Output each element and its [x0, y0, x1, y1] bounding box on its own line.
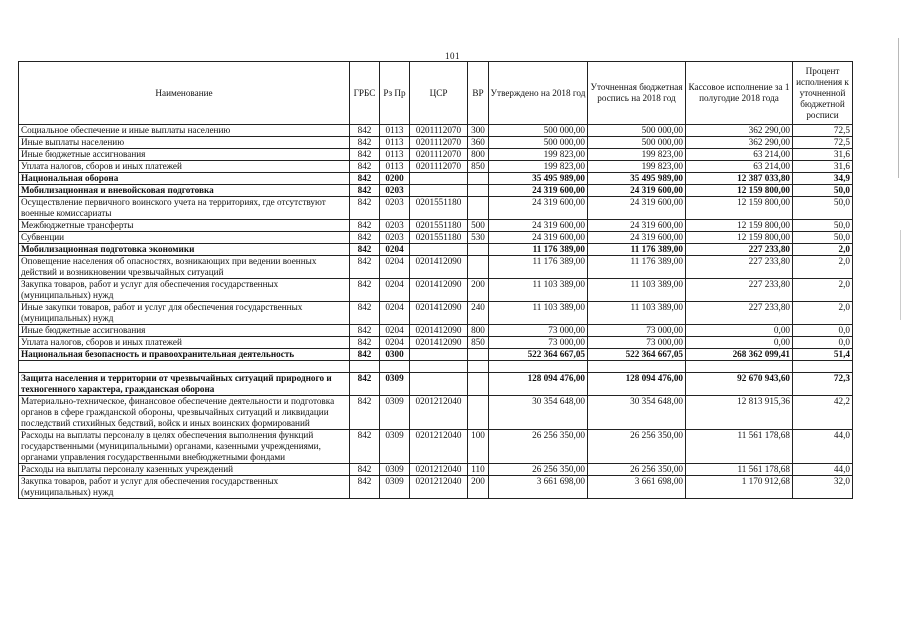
table-row: [19, 125, 853, 137]
cell-name: Субвенции: [19, 232, 350, 244]
table-row: [19, 220, 853, 232]
cell-cash: 227 233,80: [686, 256, 793, 279]
table-row: [19, 361, 853, 373]
cell-rzpr: 0113: [380, 161, 410, 173]
cell-csr: [410, 373, 468, 396]
table-row: [19, 197, 853, 220]
cell-approved: 26 256 350,00: [489, 430, 588, 464]
table-row: [19, 161, 853, 173]
cell-name: Уплата налогов, сборов и иных платежей: [19, 337, 350, 349]
table-row: [19, 476, 853, 499]
header-rzpr: Рз Пр: [380, 62, 410, 125]
cell-name: [19, 361, 350, 373]
cell-grbs: 842: [350, 137, 380, 149]
cell-csr: [410, 361, 468, 373]
table-row: [19, 337, 853, 349]
cell-rzpr: 0300: [380, 349, 410, 361]
cell-approved: 30 354 648,00: [489, 396, 588, 430]
cell-vr: 360: [468, 137, 489, 149]
cell-cash: 0,00: [686, 337, 793, 349]
cell-revised: 24 319 600,00: [588, 197, 686, 220]
cell-cash: 12 159 800,00: [686, 197, 793, 220]
cell-grbs: 842: [350, 149, 380, 161]
cell-cash: 1 170 912,68: [686, 476, 793, 499]
cell-grbs: 842: [350, 476, 380, 499]
table-row: [19, 279, 853, 302]
cell-cash: 362 290,00: [686, 125, 793, 137]
cell-name: Уплата налогов, сборов и иных платежей: [19, 161, 350, 173]
cell-vr: [468, 361, 489, 373]
cell-rzpr: 0113: [380, 125, 410, 137]
table-row: [19, 373, 853, 396]
table-row: [19, 256, 853, 279]
cell-percent: 50,0: [793, 232, 853, 244]
cell-revised: 11 176 389,00: [588, 244, 686, 256]
cell-approved: 3 661 698,00: [489, 476, 588, 499]
cell-grbs: 842: [350, 244, 380, 256]
cell-percent: 72,5: [793, 137, 853, 149]
cell-percent: 2,0: [793, 244, 853, 256]
cell-vr: [468, 256, 489, 279]
cell-percent: 42,2: [793, 396, 853, 430]
cell-percent: 2,0: [793, 302, 853, 325]
cell-percent: 50,0: [793, 197, 853, 220]
cell-vr: [468, 349, 489, 361]
cell-name: Мобилизационная и вневойсковая подготовка: [19, 185, 350, 197]
cell-percent: 44,0: [793, 464, 853, 476]
cell-name: Социальное обеспечение и иные выплаты населению: [19, 125, 350, 137]
cell-vr: 200: [468, 476, 489, 499]
cell-csr: 0201112070: [410, 137, 468, 149]
cell-name: Оповещение населения об опасностях, возникающих при ведении военных действий и возникновении чрезвычайных ситуаций: [19, 256, 350, 279]
cell-percent: 50,0: [793, 185, 853, 197]
header-csr: ЦСР: [410, 62, 468, 125]
cell-vr: [468, 185, 489, 197]
cell-vr: [468, 244, 489, 256]
cell-rzpr: 0309: [380, 464, 410, 476]
cell-vr: [468, 173, 489, 185]
cell-grbs: [350, 361, 380, 373]
scan-artifact-line: [900, 230, 901, 320]
table-row: [19, 396, 853, 430]
cell-name: Расходы на выплаты персоналу в целях обеспечения выполнения функций государственными (муниципальными) органами, казенными учреждениями, органами управления государственными внебюджетными фондами: [19, 430, 350, 464]
cell-grbs: 842: [350, 279, 380, 302]
cell-approved: 26 256 350,00: [489, 464, 588, 476]
cell-vr: 850: [468, 161, 489, 173]
cell-revised: 11 176 389,00: [588, 256, 686, 279]
cell-revised: 24 319 600,00: [588, 185, 686, 197]
cell-csr: 0201212040: [410, 476, 468, 499]
cell-vr: 530: [468, 232, 489, 244]
cell-percent: 32,0: [793, 476, 853, 499]
cell-revised: 199 823,00: [588, 149, 686, 161]
cell-vr: 110: [468, 464, 489, 476]
cell-cash: 227 233,80: [686, 279, 793, 302]
cell-percent: 72,5: [793, 125, 853, 137]
cell-csr: 0201412090: [410, 337, 468, 349]
cell-vr: [468, 396, 489, 430]
cell-rzpr: 0309: [380, 373, 410, 396]
cell-revised: 30 354 648,00: [588, 396, 686, 430]
cell-csr: [410, 185, 468, 197]
scan-artifact-line: [898, 38, 899, 178]
cell-cash: 268 362 099,41: [686, 349, 793, 361]
cell-grbs: 842: [350, 325, 380, 337]
cell-rzpr: 0309: [380, 396, 410, 430]
cell-percent: 34,9: [793, 173, 853, 185]
cell-approved: 199 823,00: [489, 149, 588, 161]
cell-vr: 300: [468, 125, 489, 137]
cell-approved: 11 103 389,00: [489, 302, 588, 325]
table-row: [19, 149, 853, 161]
cell-percent: 31,6: [793, 161, 853, 173]
cell-vr: [468, 197, 489, 220]
cell-grbs: 842: [350, 337, 380, 349]
cell-name: Иные выплаты населению: [19, 137, 350, 149]
cell-approved: [489, 361, 588, 373]
cell-name: Закупка товаров, работ и услуг для обеспечения государственных (муниципальных) нужд: [19, 279, 350, 302]
cell-revised: 500 000,00: [588, 137, 686, 149]
cell-cash: 227 233,80: [686, 302, 793, 325]
cell-rzpr: 0113: [380, 149, 410, 161]
cell-cash: 12 159 800,00: [686, 220, 793, 232]
cell-revised: 199 823,00: [588, 161, 686, 173]
cell-grbs: 842: [350, 220, 380, 232]
cell-csr: [410, 349, 468, 361]
budget-execution-table: [18, 61, 853, 499]
cell-name: Мобилизационная подготовка экономики: [19, 244, 350, 256]
cell-name: Национальная безопасность и правоохранительная деятельность: [19, 349, 350, 361]
cell-revised: 26 256 350,00: [588, 430, 686, 464]
cell-csr: 0201112070: [410, 149, 468, 161]
table-row: [19, 325, 853, 337]
cell-percent: 72,3: [793, 373, 853, 396]
cell-revised: 73 000,00: [588, 325, 686, 337]
cell-name: Осуществление первичного воинского учета на территориях, где отсутствуют военные комиссариаты: [19, 197, 350, 220]
cell-rzpr: 0203: [380, 220, 410, 232]
table-row: [19, 349, 853, 361]
cell-approved: 11 176 389,00: [489, 256, 588, 279]
cell-vr: 100: [468, 430, 489, 464]
cell-rzpr: 0309: [380, 430, 410, 464]
cell-vr: 200: [468, 279, 489, 302]
table-row: [19, 232, 853, 244]
cell-revised: 128 094 476,00: [588, 373, 686, 396]
cell-rzpr: 0204: [380, 256, 410, 279]
cell-cash: 63 214,00: [686, 161, 793, 173]
cell-csr: 0201212040: [410, 464, 468, 476]
cell-cash: 12 813 915,36: [686, 396, 793, 430]
cell-csr: 0201551180: [410, 232, 468, 244]
cell-approved: 24 319 600,00: [489, 185, 588, 197]
cell-approved: 11 103 389,00: [489, 279, 588, 302]
cell-csr: 0201112070: [410, 125, 468, 137]
cell-rzpr: 0204: [380, 325, 410, 337]
table-row: [19, 173, 853, 185]
header-vr: ВР: [468, 62, 489, 125]
cell-rzpr: 0204: [380, 244, 410, 256]
cell-approved: 24 319 600,00: [489, 220, 588, 232]
cell-revised: 24 319 600,00: [588, 220, 686, 232]
cell-vr: 800: [468, 325, 489, 337]
cell-csr: 0201112070: [410, 161, 468, 173]
header-grbs: ГРБС: [350, 62, 380, 125]
cell-revised: 35 495 989,00: [588, 173, 686, 185]
cell-name: Материально-техническое, финансовое обеспечение деятельности и подготовка органов в сфере гражданской обороны, чрезвычайных ситуаций и ликвидации последствий стихийных бедствий, войск и иных воинских формирований: [19, 396, 350, 430]
cell-cash: 362 290,00: [686, 137, 793, 149]
cell-csr: 0201212040: [410, 396, 468, 430]
cell-csr: 0201551180: [410, 220, 468, 232]
table-header-row: [19, 62, 853, 125]
cell-rzpr: 0204: [380, 337, 410, 349]
table-row: [19, 185, 853, 197]
table-row: [19, 430, 853, 464]
table-row: [19, 137, 853, 149]
cell-cash: 12 159 800,00: [686, 185, 793, 197]
cell-revised: 500 000,00: [588, 125, 686, 137]
cell-csr: 0201412090: [410, 279, 468, 302]
cell-cash: 11 561 178,68: [686, 430, 793, 464]
cell-csr: 0201212040: [410, 430, 468, 464]
cell-cash: 63 214,00: [686, 149, 793, 161]
cell-rzpr: [380, 361, 410, 373]
cell-csr: 0201551180: [410, 197, 468, 220]
table-row: [19, 302, 853, 325]
cell-cash: 227 233,80: [686, 244, 793, 256]
cell-grbs: 842: [350, 349, 380, 361]
budget-table-container: [18, 61, 852, 499]
cell-grbs: 842: [350, 396, 380, 430]
cell-approved: 522 364 667,05: [489, 349, 588, 361]
table-row: [19, 464, 853, 476]
cell-vr: 800: [468, 149, 489, 161]
cell-revised: 3 661 698,00: [588, 476, 686, 499]
cell-name: Межбюджетные трансферты: [19, 220, 350, 232]
cell-revised: [588, 361, 686, 373]
cell-cash: 12 159 800,00: [686, 232, 793, 244]
cell-vr: 500: [468, 220, 489, 232]
cell-vr: 850: [468, 337, 489, 349]
cell-percent: 0,0: [793, 325, 853, 337]
cell-approved: 128 094 476,00: [489, 373, 588, 396]
cell-cash: 92 670 943,60: [686, 373, 793, 396]
page-number: 101: [445, 51, 460, 61]
cell-name: Защита населения и территории от чрезвычайных ситуаций природного и техногенного характера, гражданская оборона: [19, 373, 350, 396]
cell-percent: [793, 361, 853, 373]
cell-percent: 51,4: [793, 349, 853, 361]
cell-vr: [468, 373, 489, 396]
cell-cash: 12 387 033,80: [686, 173, 793, 185]
cell-cash: [686, 361, 793, 373]
cell-name: Национальная оборона: [19, 173, 350, 185]
cell-approved: 73 000,00: [489, 337, 588, 349]
cell-percent: 0,0: [793, 337, 853, 349]
cell-revised: 26 256 350,00: [588, 464, 686, 476]
cell-approved: 24 319 600,00: [489, 197, 588, 220]
cell-grbs: 842: [350, 256, 380, 279]
cell-name: Иные бюджетные ассигнования: [19, 325, 350, 337]
cell-csr: [410, 244, 468, 256]
cell-grbs: 842: [350, 302, 380, 325]
cell-grbs: 842: [350, 197, 380, 220]
cell-csr: [410, 173, 468, 185]
cell-grbs: 842: [350, 173, 380, 185]
cell-rzpr: 0113: [380, 137, 410, 149]
cell-name: Иные закупки товаров, работ и услуг для обеспечения государственных (муниципальных) нужд: [19, 302, 350, 325]
cell-revised: 11 103 389,00: [588, 302, 686, 325]
cell-approved: 199 823,00: [489, 161, 588, 173]
cell-rzpr: 0203: [380, 185, 410, 197]
cell-csr: 0201412090: [410, 302, 468, 325]
cell-rzpr: 0309: [380, 476, 410, 499]
cell-name: Закупка товаров, работ и услуг для обеспечения государственных (муниципальных) нужд: [19, 476, 350, 499]
header-revised: Уточненная бюджетная роспись на 2018 год: [588, 62, 686, 125]
header-percent: Процент исполнения к уточненной бюджетной росписи: [793, 62, 853, 125]
cell-approved: 500 000,00: [489, 137, 588, 149]
cell-cash: 0,00: [686, 325, 793, 337]
cell-grbs: 842: [350, 430, 380, 464]
cell-rzpr: 0204: [380, 279, 410, 302]
cell-percent: 2,0: [793, 279, 853, 302]
cell-percent: 31,6: [793, 149, 853, 161]
cell-grbs: 842: [350, 464, 380, 476]
cell-grbs: 842: [350, 125, 380, 137]
header-cash: Кассовое исполнение за 1 полугодие 2018 года: [686, 62, 793, 125]
cell-percent: 2,0: [793, 256, 853, 279]
header-name: Наименование: [19, 62, 350, 125]
cell-name: Иные бюджетные ассигнования: [19, 149, 350, 161]
cell-csr: 0201412090: [410, 325, 468, 337]
cell-approved: 35 495 989,00: [489, 173, 588, 185]
table-body: [19, 125, 853, 499]
cell-percent: 50,0: [793, 220, 853, 232]
cell-revised: 24 319 600,00: [588, 232, 686, 244]
cell-rzpr: 0203: [380, 197, 410, 220]
cell-grbs: 842: [350, 185, 380, 197]
cell-revised: 522 364 667,05: [588, 349, 686, 361]
cell-approved: 11 176 389,00: [489, 244, 588, 256]
cell-approved: 24 319 600,00: [489, 232, 588, 244]
cell-rzpr: 0200: [380, 173, 410, 185]
header-approved: Утверждено на 2018 год: [489, 62, 588, 125]
cell-grbs: 842: [350, 161, 380, 173]
cell-csr: 0201412090: [410, 256, 468, 279]
cell-revised: 73 000,00: [588, 337, 686, 349]
cell-revised: 11 103 389,00: [588, 279, 686, 302]
cell-rzpr: 0204: [380, 302, 410, 325]
cell-cash: 11 561 178,68: [686, 464, 793, 476]
cell-rzpr: 0203: [380, 232, 410, 244]
cell-grbs: 842: [350, 232, 380, 244]
table-row: [19, 244, 853, 256]
cell-vr: 240: [468, 302, 489, 325]
cell-name: Расходы на выплаты персоналу казенных учреждений: [19, 464, 350, 476]
cell-approved: 73 000,00: [489, 325, 588, 337]
cell-approved: 500 000,00: [489, 125, 588, 137]
cell-percent: 44,0: [793, 430, 853, 464]
cell-grbs: 842: [350, 373, 380, 396]
